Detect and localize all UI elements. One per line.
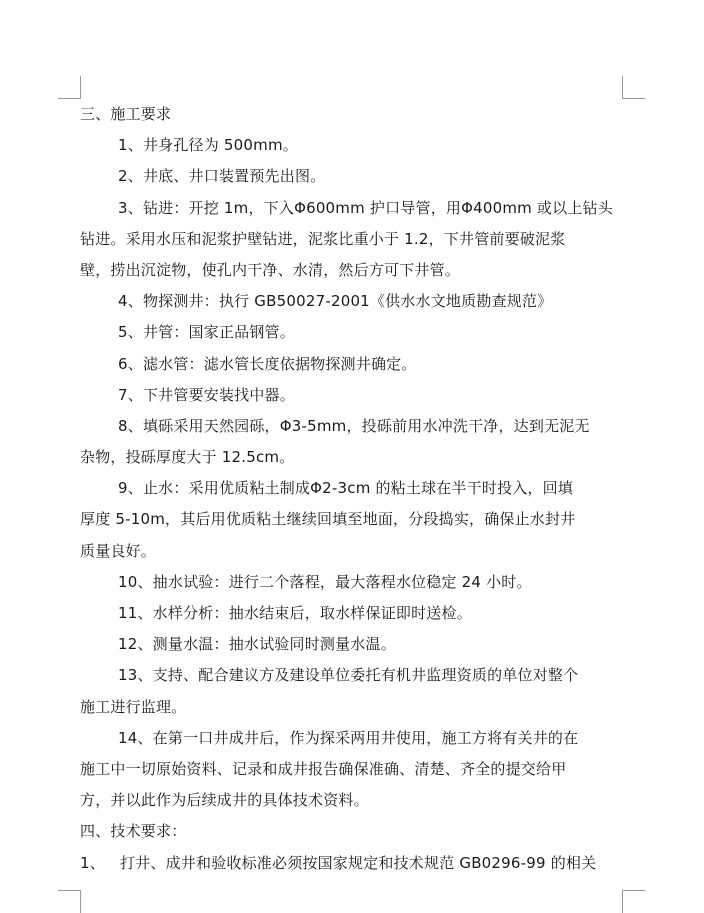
text-line: 6、滤水管：滤水管长度依据物探测井确定。	[118, 354, 417, 373]
crop-mark-bottom-right	[622, 890, 645, 913]
crop-mark-top-right	[622, 76, 645, 99]
text-line: 钻进。采用水压和泥浆护壁钻进，泥浆比重小于 1.2，下井管前要破泥浆	[80, 229, 566, 248]
text-line: 施工进行监理。	[80, 697, 187, 716]
text-line: 11、水样分析：抽水结束后，取水样保证即时送检。	[118, 604, 472, 622]
text-line: 壁，捞出沉淀物，使孔内干净、水清，然后方可下井管。	[80, 260, 461, 279]
text-line: 4、物探测井：执行 GB50027-2001《供水水文地质勘查规范》	[118, 292, 553, 311]
text-line: 方，并以此作为后续成井的具体技术资料。	[80, 791, 369, 810]
list-item-number: 1、	[80, 853, 105, 872]
text-line: 5、井管：国家正品钢管。	[118, 323, 295, 342]
crop-mark-top-left	[58, 76, 81, 99]
text-line: 8、填砾采用天然园砾，Φ3-5mm，投砾前用水冲洗干净，达到无泥无	[118, 416, 590, 435]
text-line: 3、钻进：开挖 1m，下入Φ600mm 护口导管，用Φ400mm 或以上钻头	[118, 198, 613, 217]
text-line: 施工中一切原始资料、记录和成井报告确保准确、清楚、齐全的提交给甲	[80, 759, 567, 778]
text-line: 2、井底、井口装置预先出图。	[118, 167, 326, 186]
text-line: 四、技术要求：	[80, 822, 187, 841]
text-line: 7、下井管要安装找中器。	[118, 385, 295, 404]
text-line: 厚度 5-10m，其后用优质粘土继续回填至地面，分段捣实，确保止水封井	[80, 510, 576, 529]
list-item	[80, 848, 624, 879]
text-line: 10、抽水试验：进行二个落程，最大落程水位稳定 24 小时。	[118, 572, 532, 591]
text-line: 三、施工要求	[80, 105, 172, 123]
list-item-text: 打井、成井和验收标准必须按国家规定和技术规范 GB0296-99 的相关	[120, 853, 597, 872]
document-body	[80, 99, 624, 879]
text-line: 质量良好。	[80, 541, 157, 560]
text-line: 13、支持、配合建议方及建设单位委托有机井监理资质的单位对整个	[118, 666, 579, 685]
text-line: 12、测量水温：抽水试验同时测量水温。	[118, 635, 396, 654]
text-line: 9、止水：采用优质粘土制成Φ2-3cm 的粘土球在半干时投入，回填	[118, 479, 574, 498]
text-line: 14、在第一口井成井后，作为探采两用井使用，施工方将有关井的在	[118, 728, 579, 747]
text-line: 1、井身孔径为 500mm。	[118, 136, 298, 155]
text-line: 杂物，投砾厚度大于 12.5cm。	[80, 448, 295, 467]
crop-mark-bottom-left	[58, 890, 81, 913]
